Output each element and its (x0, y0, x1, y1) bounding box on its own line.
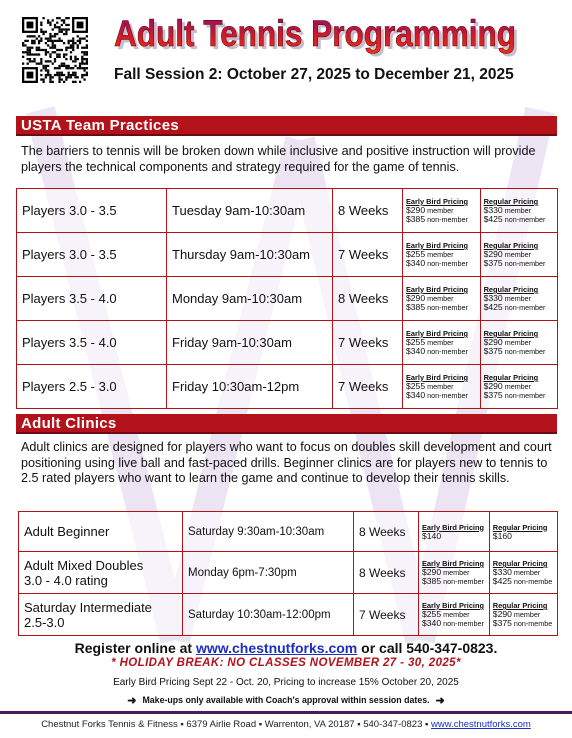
member-price-label: member (427, 294, 454, 303)
member-price-label: member (504, 206, 532, 215)
member-price-amount: $160 (492, 530, 512, 541)
practice-time: Monday 9am-10:30am (167, 277, 333, 321)
clinic-title: Adult Beginner (24, 524, 110, 539)
non-member-price (484, 303, 554, 312)
non-member-price-amount: $425 (483, 214, 503, 224)
pricing-title: Regular Pricing (483, 241, 539, 250)
non-member-price-label: non-member (504, 259, 546, 268)
member-price-amount: $255 (406, 381, 426, 391)
non-member-price (422, 577, 486, 586)
player-level: Players 3.0 - 3.5 (17, 189, 167, 233)
member-price-amount: $330 (492, 567, 512, 577)
session-weeks: 7 Weeks (333, 233, 403, 277)
member-price-label: member (427, 206, 454, 215)
pricing-title: Regular Pricing (483, 285, 539, 294)
non-member-price (406, 391, 477, 400)
non-member-price-amount: $340 (406, 346, 426, 356)
makeups-text: Make-ups only available with Coach's approval within session dates. (142, 695, 430, 705)
table-row (19, 512, 558, 552)
practice-time: Thursday 9am-10:30am (167, 233, 333, 277)
non-member-price-label: non-member (504, 391, 546, 400)
register-prefix: Register online at (74, 640, 196, 656)
register-suffix: or call 540-347-0823. (357, 640, 498, 656)
makeups-note (0, 694, 572, 707)
non-member-price-label: non-member (427, 391, 468, 400)
table-row (19, 594, 558, 636)
non-member-price-label: non-member (504, 215, 546, 224)
non-member-price-label: non-member (427, 347, 468, 356)
non-member-price-label: non-membe (513, 577, 553, 586)
member-price-amount: $290 (406, 293, 426, 303)
usta-section-heading: USTA Team Practices (16, 116, 557, 136)
non-member-price-label: non-member (443, 619, 484, 628)
non-member-price (422, 619, 486, 628)
clinic-time: Saturday 10:30am-12:00pm (183, 594, 354, 636)
clinic-time: Saturday 9:30am-10:30am (183, 512, 354, 552)
practice-time: Friday 10:30am-12pm (167, 365, 333, 409)
player-level: Players 3.0 - 3.5 (17, 233, 167, 277)
non-member-price (484, 391, 554, 400)
player-level: Players 2.5 - 3.0 (17, 365, 167, 409)
member-price-label: member (443, 610, 470, 619)
session-weeks: 7 Weeks (333, 321, 403, 365)
pricing-title: Early Bird Pricing (422, 601, 485, 610)
member-price-label: member (427, 382, 454, 391)
member-price-label: member (513, 610, 541, 619)
member-price-amount: $255 (406, 249, 426, 259)
page-title (112, 10, 524, 60)
table-row (17, 321, 558, 365)
member-price-label: member (504, 294, 532, 303)
non-member-price (484, 347, 554, 356)
clinic-name (19, 552, 183, 594)
clinic-rating: 3.0 - 4.0 rating (24, 572, 108, 588)
early-bird-pricing (419, 552, 490, 594)
register-link[interactable]: www.chestnutforks.com (195, 640, 358, 656)
session-weeks: 7 Weeks (333, 365, 403, 409)
non-member-price (406, 347, 477, 356)
non-member-price-label: non-member (504, 347, 546, 356)
svg-text:Adult Tennis Programming: Adult Tennis Programming (117, 16, 519, 57)
regular-pricing (489, 552, 557, 594)
member-price-label: member (427, 338, 454, 347)
non-member-price-label: non-member (443, 577, 484, 586)
pricing-title: Early Bird Pricing (422, 522, 485, 532)
early-bird-pricing (403, 233, 481, 277)
member-price-amount: $290 (483, 249, 503, 259)
player-level: Players 3.5 - 4.0 (17, 321, 167, 365)
member-price-amount: $290 (483, 381, 503, 391)
regular-pricing (489, 594, 557, 636)
regular-pricing (480, 365, 557, 409)
holiday-break-notice: * HOLIDAY BREAK: NO CLASSES NOVEMBER 27 - 30, 2025* (111, 657, 461, 669)
regular-pricing (480, 233, 557, 277)
regular-pricing (480, 321, 557, 365)
contact-link[interactable]: www.chestnutforks.com (431, 719, 531, 730)
register-line (0, 640, 572, 656)
early-bird-note: Early Bird Pricing Sept 22 - Oct. 20, Pricing to increase 15% October 20, 2025 (113, 677, 459, 688)
non-member-price-amount: $375 (483, 390, 503, 400)
pricing-title: Regular Pricing (483, 373, 539, 382)
clinics-schedule-table (18, 511, 558, 636)
clinic-title: Saturday Intermediate (24, 599, 152, 615)
page-title-text: Adult Tennis Programming (114, 13, 516, 54)
contact-address: Chestnut Forks Tennis & Fitness ▪ 6379 Airlie Road ▪ Warrenton, VA 20187 ▪ 540-347-0823 ▪ (41, 719, 432, 730)
clinic-rating: 2.5-3.0 (24, 614, 65, 630)
regular-pricing (480, 277, 557, 321)
early-bird-pricing (403, 321, 481, 365)
usta-schedule-table (16, 188, 558, 409)
session-dates: Fall Session 2: October 27, 2025 to December 21, 2025 (114, 66, 514, 83)
clinics-section-heading: Adult Clinics (16, 414, 557, 434)
member-price-label: member (513, 568, 541, 577)
non-member-price-amount: $375 (492, 618, 512, 628)
pricing-title: Regular Pricing (492, 559, 548, 568)
session-weeks: 8 Weeks (333, 277, 403, 321)
practice-time: Friday 9am-10:30am (167, 321, 333, 365)
practice-time: Tuesday 9am-10:30am (167, 189, 333, 233)
session-weeks: 8 Weeks (354, 512, 419, 552)
member-price-amount: $290 (483, 337, 503, 347)
non-member-price-amount: $385 (406, 214, 426, 224)
player-level: Players 3.5 - 4.0 (17, 277, 167, 321)
non-member-price (406, 303, 477, 312)
non-member-price-amount: $385 (406, 302, 426, 312)
member-price-amount: $330 (483, 205, 503, 215)
early-bird-pricing (403, 365, 481, 409)
member-price-amount: $290 (406, 205, 426, 215)
regular-pricing (489, 512, 557, 552)
member-price-label: member (504, 250, 532, 259)
member-price-label: member (443, 568, 470, 577)
non-member-price-amount: $425 (492, 576, 512, 586)
member-price-label: member (427, 250, 454, 259)
session-weeks: 8 Weeks (354, 552, 419, 594)
pricing-title: Early Bird Pricing (406, 329, 469, 338)
table-row (17, 189, 558, 233)
non-member-price-label: non-member (504, 303, 546, 312)
member-price (493, 532, 554, 541)
non-member-price-amount: $385 (422, 576, 442, 586)
pricing-title: Early Bird Pricing (406, 197, 469, 206)
non-member-price-amount: $340 (406, 390, 426, 400)
non-member-price-amount: $340 (422, 618, 442, 628)
clinic-name (19, 594, 183, 636)
pricing-title: Early Bird Pricing (422, 559, 485, 568)
clinic-name (19, 512, 183, 552)
non-member-price (484, 215, 554, 224)
clinics-description: Adult clinics are designed for players who want to focus on doubles skill development and court positioning using live ball and fast-paced drills. Beginner clinics are for players new to tennis to 2.5 rated players who want to learn the game and continue to develop their tennis skills. (21, 440, 552, 485)
early-bird-pricing (419, 594, 490, 636)
table-row (17, 365, 558, 409)
table-row (17, 277, 558, 321)
non-member-price-amount: $340 (406, 258, 426, 268)
member-price-amount: $255 (422, 609, 442, 619)
non-member-price-label: non-member (427, 259, 468, 268)
non-member-price (484, 259, 554, 268)
member-price-label: member (504, 338, 532, 347)
non-member-price (406, 215, 477, 224)
arrow-right-icon: ➜ (435, 695, 445, 707)
footer-rule (0, 711, 572, 714)
pricing-title: Regular Pricing (492, 522, 548, 532)
early-bird-pricing (403, 189, 481, 233)
non-member-price (493, 619, 554, 628)
member-price-amount: $330 (483, 293, 503, 303)
member-price-amount: $290 (422, 567, 442, 577)
early-bird-pricing (419, 512, 490, 552)
contact-line (0, 719, 572, 730)
pricing-title: Regular Pricing (483, 197, 539, 206)
non-member-price (406, 259, 477, 268)
member-price-amount: $255 (406, 337, 426, 347)
member-price-amount: $290 (492, 609, 512, 619)
pricing-title: Regular Pricing (483, 329, 539, 338)
pricing-title: Early Bird Pricing (406, 373, 469, 382)
pricing-title: Regular Pricing (492, 601, 548, 610)
non-member-price-label: non-member (427, 303, 468, 312)
arrow-right-icon: ➜ (127, 695, 137, 707)
regular-pricing (480, 189, 557, 233)
table-row (19, 552, 558, 594)
early-bird-pricing (403, 277, 481, 321)
table-row (17, 233, 558, 277)
non-member-price-amount: $425 (483, 302, 503, 312)
pricing-title: Early Bird Pricing (406, 241, 469, 250)
clinic-time: Monday 6pm-7:30pm (183, 552, 354, 594)
pricing-title: Early Bird Pricing (406, 285, 469, 294)
non-member-price-label: non-membe (513, 619, 553, 628)
non-member-price (493, 577, 554, 586)
usta-description: The barriers to tennis will be broken down while inclusive and positive instruction will provide players the technical components and strategy required for the game of tennis. (21, 144, 536, 174)
qr-code-icon (22, 17, 88, 83)
session-weeks: 7 Weeks (354, 594, 419, 636)
non-member-price-label: non-member (427, 215, 468, 224)
member-price (422, 532, 486, 541)
session-weeks: 8 Weeks (333, 189, 403, 233)
clinic-title: Adult Mixed Doubles (24, 557, 144, 573)
member-price-label: member (504, 382, 532, 391)
member-price-amount: $140 (422, 530, 442, 541)
non-member-price-amount: $375 (483, 346, 503, 356)
non-member-price-amount: $375 (483, 258, 503, 268)
